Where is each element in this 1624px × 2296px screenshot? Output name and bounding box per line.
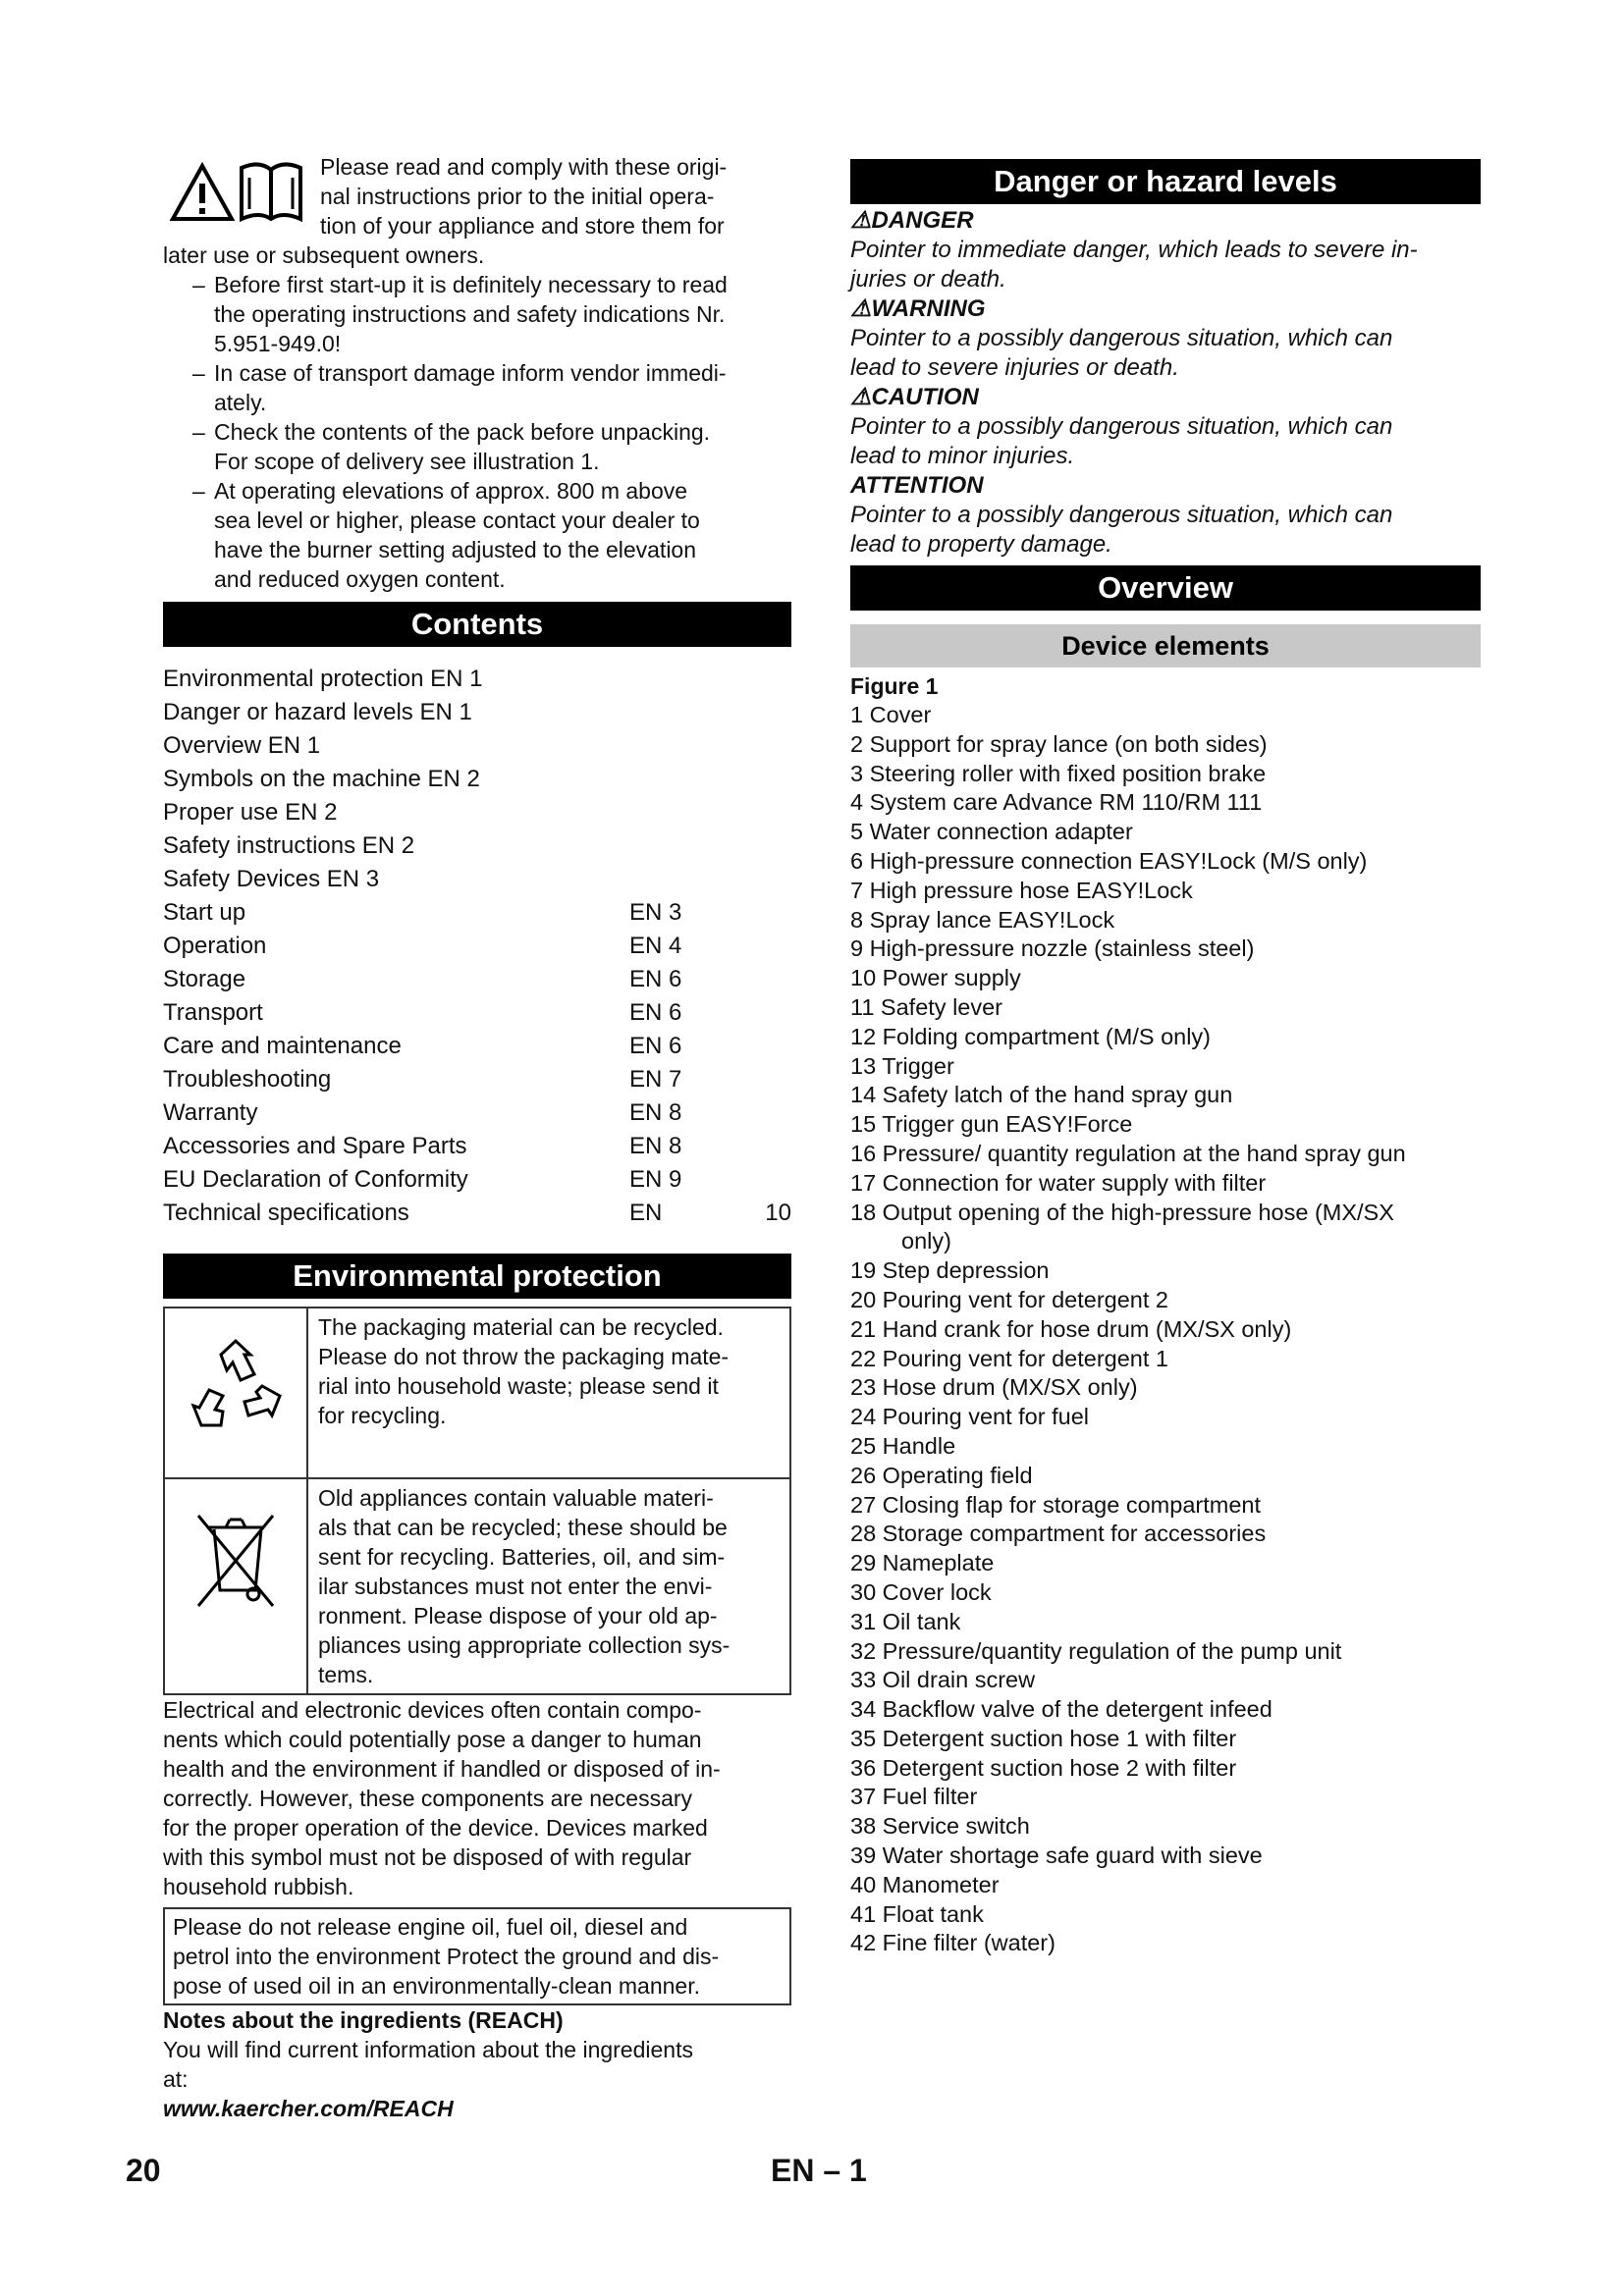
recycle-icon-cell bbox=[164, 1308, 307, 1478]
weee-icon-cell bbox=[164, 1478, 307, 1694]
list-item: 7 High pressure hose EASY!Lock bbox=[850, 877, 1193, 903]
list-item: 27 Closing flap for storage compartment bbox=[850, 1491, 1261, 1518]
list-item: 11 Safety lever bbox=[850, 993, 1003, 1020]
toc-entry: Overview EN 1 bbox=[163, 732, 321, 759]
environment-table bbox=[163, 1307, 791, 1695]
list-item: 13 Trigger bbox=[850, 1052, 954, 1079]
list-item: 14 Safety latch of the hand spray gun bbox=[850, 1082, 1233, 1108]
recycle-icon bbox=[182, 1335, 290, 1443]
toc-row: Transport EN 6 bbox=[163, 999, 682, 1026]
list-item: 38 Service switch bbox=[850, 1813, 1030, 1840]
right-column bbox=[850, 159, 1481, 1958]
list-item: 26 Operating field bbox=[850, 1462, 1033, 1488]
intro-line: Please read and comply with these origi- bbox=[320, 154, 728, 180]
list-item: 20 Pouring vent for detergent 2 bbox=[850, 1286, 1168, 1312]
toc-row: Storage EN 6 bbox=[163, 966, 682, 992]
list-item: 29 Nameplate bbox=[850, 1550, 995, 1576]
intro-section bbox=[163, 152, 791, 594]
list-item: 37 Fuel filter bbox=[850, 1784, 978, 1810]
device-elements-heading: Device elements bbox=[850, 624, 1481, 667]
danger-levels: ⚠DANGER Pointer to immediate danger, which leads to severe in- juries or death. ⚠WARNING Pointer to a possibly dangerous situation, which can lead to severe injuries or death. ⚠CAUTION Pointer to a possibly dangerous situation, which can lead to minor injuries. ATTENTION Pointer to a possibly dangerous situation, which can lead to property damage. bbox=[850, 206, 1481, 560]
list-item: 4 System care Advance RM 110/RM 111 bbox=[850, 789, 1263, 816]
intro-bullet: – Before first start-up it is definitely necessary to read the operating instructions and safety indications Nr. 5.951-949.0! bbox=[192, 272, 728, 356]
intro-line: nal instructions prior to the initial opera- bbox=[320, 184, 715, 209]
toc-row: Technical specifications EN 10 bbox=[163, 1200, 791, 1226]
list-item: only) bbox=[901, 1228, 951, 1255]
weee-text: Old appliances contain valuable materi- als that can be recycled; these should be sent for recycling. Batteries, oil, and sim- ilar substances must not enter the envi- ronment. Please dispose of your old ap- pliances using appropriate collection sys- tems. bbox=[307, 1478, 790, 1694]
level-label-caution: ⚠CAUTION bbox=[850, 384, 979, 410]
list-item: 31 Oil tank bbox=[850, 1608, 961, 1634]
list-item: 34 Backflow valve of the detergent infeed bbox=[850, 1696, 1272, 1723]
toc-row: EU Declaration of Conformity EN 9 bbox=[163, 1166, 682, 1193]
list-item: 18 Output opening of the high-pressure hose (MX/SX bbox=[850, 1199, 1394, 1225]
level-label-attention: ATTENTION bbox=[850, 472, 984, 499]
recycle-text: The packaging material can be recycled. Please do not throw the packaging mate- rial into household waste; please send it for recycling. bbox=[307, 1308, 790, 1478]
contents-heading: Contents bbox=[163, 602, 791, 647]
list-item: 42 Fine filter (water) bbox=[850, 1930, 1056, 1956]
page-number: 20 bbox=[126, 2153, 161, 2188]
level-label-warning: ⚠WARNING bbox=[850, 295, 986, 322]
list-item: 2 Support for spray lance (on both sides) bbox=[850, 730, 1268, 757]
list-item: 32 Pressure/quantity regulation of the pump unit bbox=[850, 1637, 1342, 1664]
intro-bullet: – Check the contents of the pack before unpacking. For scope of delivery see illustration 1. bbox=[192, 419, 711, 474]
toc-row: Operation EN 4 bbox=[163, 933, 682, 959]
device-elements-list bbox=[850, 701, 1481, 1958]
list-item: 23 Hose drum (MX/SX only) bbox=[850, 1374, 1138, 1401]
figure-label: Figure 1 bbox=[850, 673, 939, 699]
reach-text: at: bbox=[163, 2066, 189, 2092]
list-item: 40 Manometer bbox=[850, 1871, 1000, 1897]
list-item: 30 Cover lock bbox=[850, 1578, 992, 1605]
list-item: 36 Detergent suction hose 2 with filter bbox=[850, 1754, 1237, 1781]
reach-text: You will find current information about the ingredients bbox=[163, 2037, 693, 2062]
reach-link[interactable]: www.kaercher.com/REACH bbox=[163, 2096, 454, 2121]
toc-row: Troubleshooting EN 7 bbox=[163, 1066, 682, 1093]
list-item: 10 Power supply bbox=[850, 965, 1021, 991]
toc-entry: Proper use EN 2 bbox=[163, 799, 338, 826]
danger-heading: Danger or hazard levels bbox=[850, 159, 1481, 204]
intro-line: tion of your appliance and store them for bbox=[320, 213, 725, 239]
list-item: 1 Cover bbox=[850, 702, 932, 727]
list-item: 16 Pressure/ quantity regulation at the hand spray gun bbox=[850, 1140, 1406, 1166]
toc-entry: Danger or hazard levels EN 1 bbox=[163, 699, 472, 725]
toc-row: Start up EN 3 bbox=[163, 899, 682, 926]
list-item: 21 Hand crank for hose drum (MX/SX only) bbox=[850, 1315, 1292, 1342]
list-item: 28 Storage compartment for accessories bbox=[850, 1521, 1267, 1547]
toc-row: Care and maintenance EN 6 bbox=[163, 1033, 682, 1059]
list-item: 9 High-pressure nozzle (stainless steel) bbox=[850, 935, 1255, 962]
crossed-bin-icon bbox=[187, 1500, 285, 1618]
intro-bullet: – At operating elevations of approx. 800 m above sea level or higher, please contact your dealer to have the burner setting adjusted to the elevation and reduced oxygen content. bbox=[192, 478, 700, 592]
toc-row: Warranty EN 8 bbox=[163, 1099, 682, 1126]
list-item: 15 Trigger gun EASY!Force bbox=[850, 1111, 1133, 1138]
toc-entry: Environmental protection EN 1 bbox=[163, 666, 483, 692]
toc-entry: Safety Devices EN 3 bbox=[163, 866, 380, 892]
toc-row: Accessories and Spare Parts EN 8 bbox=[163, 1133, 682, 1159]
environment-heading: Environmental protection bbox=[163, 1254, 791, 1299]
language-page-label: EN – 1 bbox=[771, 2153, 867, 2188]
level-label-danger: ⚠DANGER bbox=[850, 207, 974, 234]
list-item: 24 Pouring vent for fuel bbox=[850, 1404, 1089, 1430]
list-item: 3 Steering roller with fixed position brake bbox=[850, 760, 1267, 786]
contents-table bbox=[163, 896, 791, 1230]
list-item: 5 Water connection adapter bbox=[850, 819, 1133, 845]
reach-heading: Notes about the ingredients (REACH) bbox=[163, 2007, 564, 2033]
oil-note-box: Please do not release engine oil, fuel oil, diesel and petrol into the environment Protect the ground and dis- pose of used oil in an environmentally-clean manner. bbox=[163, 1907, 791, 2005]
list-item: 22 Pouring vent for detergent 1 bbox=[850, 1345, 1168, 1371]
warning-manual-icon bbox=[169, 158, 306, 223]
intro-bullet: – In case of transport damage inform vendor immedi- ately. bbox=[192, 360, 727, 415]
left-column bbox=[163, 152, 791, 2123]
list-item: 41 Float tank bbox=[850, 1900, 984, 1927]
intro-line: later use or subsequent owners. bbox=[163, 242, 485, 268]
list-item: 33 Oil drain screw bbox=[850, 1667, 1036, 1693]
list-item: 12 Folding compartment (M/S only) bbox=[850, 1023, 1212, 1049]
toc-entry: Symbols on the machine EN 2 bbox=[163, 766, 480, 792]
contents-list bbox=[163, 663, 791, 896]
toc-entry: Safety instructions EN 2 bbox=[163, 832, 415, 859]
list-item: 6 High-pressure connection EASY!Lock (M/S only) bbox=[850, 847, 1368, 874]
list-item: 8 Spray lance EASY!Lock bbox=[850, 906, 1115, 933]
electronics-note: Electrical and electronic devices often contain compo- nents which could potentially pose a danger to human health and the environment if handled or disposed of in- correctly. However, these components are necessary for the proper operation of the device. Devices marked with this symbol must not be disposed of with regular household rubbish. bbox=[163, 1697, 721, 1899]
list-item: 17 Connection for water supply with filter bbox=[850, 1169, 1267, 1196]
overview-heading: Overview bbox=[850, 565, 1481, 611]
list-item: 35 Detergent suction hose 1 with filter bbox=[850, 1725, 1237, 1751]
list-item: 25 Handle bbox=[850, 1432, 956, 1459]
list-item: 19 Step depression bbox=[850, 1257, 1050, 1284]
list-item: 39 Water shortage safe guard with sieve bbox=[850, 1842, 1263, 1869]
